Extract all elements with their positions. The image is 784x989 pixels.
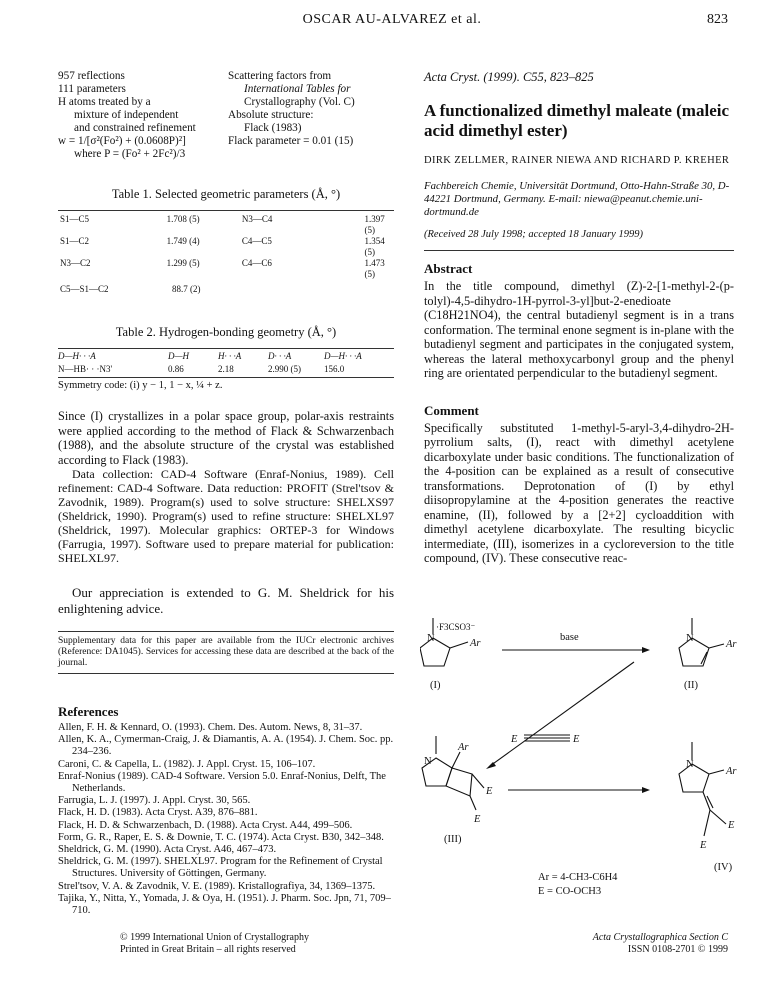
- table1-top-rule: [58, 210, 394, 211]
- table-cell: 156.0: [324, 364, 345, 374]
- nitrogen-label: N: [686, 759, 694, 770]
- comment-heading: Comment: [424, 402, 479, 418]
- table-row: [60, 236, 394, 258]
- table-cell: C5—S1—C2: [60, 284, 109, 294]
- reference-item: Allen, K. A., Cymerman-Craig, J. & Diamantis, A. A. (1954). J. Chem. Soc. pp. 234–236.: [58, 734, 394, 758]
- affiliation: Fachbereich Chemie, Universität Dortmund, Otto-Hahn-Straße 30, D-44221 Dortmund, Germany. E-mail: niewa@peanut.chemie.uni-dortmund.de: [424, 180, 730, 218]
- table-cell: 88.7 (2): [172, 284, 201, 294]
- ar-label: Ar: [726, 766, 737, 777]
- table-cell: 1.473 (5): [364, 258, 385, 279]
- base-label: base: [560, 632, 579, 643]
- table-cell: S1—C2: [60, 236, 90, 246]
- table-header-cell: D—H· · ·A: [324, 351, 362, 361]
- table2-title: Table 2. Hydrogen-bonding geometry (Å, °): [115, 325, 337, 339]
- nitrogen-label: N: [427, 633, 435, 644]
- ar-label: Ar: [470, 638, 481, 649]
- reference-item: Allen, F. H. & Kennard, O. (1993). Chem. Des. Autom. News, 8, 31–37.: [58, 722, 363, 733]
- table-cell: C4—C5: [241, 236, 272, 246]
- compound-label-IV: (IV): [714, 862, 733, 873]
- table2-bottom-rule: [58, 377, 394, 378]
- copyright-line: © 1999 International Union of Crystallography: [120, 932, 309, 943]
- reference-item: Farrugia, L. J. (1997). J. Appl. Cryst. 30, 565.: [58, 795, 251, 807]
- refinement-line: mixture of independent: [74, 109, 179, 121]
- reference-item: Tajika, Y., Nitta, Y., Yomada, J. & Oya, H. (1951). J. Pharm. Soc. Jpn, 71, 709–710.: [58, 892, 391, 917]
- refinement-line: where P = (Fo² + 2Fc²)/3: [74, 148, 186, 160]
- refinement-line: Absolute structure:: [228, 109, 314, 121]
- refinement-line: 957 reflections: [58, 70, 125, 82]
- table-cell: N3—C4: [241, 214, 273, 224]
- table1-title: Table 1. Selected geometric parameters (Å, °): [111, 187, 341, 201]
- page-number: 823: [707, 12, 728, 27]
- table-cell: C4—C6: [241, 258, 272, 268]
- supplementary-rule-bottom: [58, 673, 394, 674]
- running-head: [0, 8, 784, 30]
- legend-ar: Ar = 4-CH3-C6H4: [538, 872, 618, 883]
- table-cell: 1.397 (5): [364, 214, 385, 235]
- table-row: [58, 364, 394, 375]
- table-header-cell: D· · ·A: [268, 351, 292, 361]
- alkyne-e-left: E: [511, 734, 518, 745]
- table2-header: [58, 349, 394, 364]
- table-row: [60, 258, 394, 280]
- table-cell: S1—C5: [60, 214, 90, 224]
- ester-e-label: E: [728, 820, 735, 831]
- ester-e-label: E: [474, 814, 481, 825]
- supplementary-rule: [58, 631, 394, 632]
- journal-reference: Acta Cryst. (1999). C55, 823–825: [424, 70, 594, 84]
- refinement-details: [58, 70, 394, 161]
- table1: [58, 214, 394, 295]
- table-cell: 2.990 (5): [268, 364, 301, 374]
- references-heading: References: [58, 704, 119, 719]
- legend-e: E = CO-OCH3: [538, 886, 602, 897]
- ester-e-label: E: [700, 840, 707, 851]
- table-header-cell: D—H: [168, 351, 190, 361]
- refinement-line: International Tables for: [244, 83, 351, 95]
- printed-line: Printed in Great Britain – all rights reserved: [120, 944, 296, 955]
- footer-right: [593, 932, 728, 956]
- abstract-text: In the title compound, dimethyl (Z)-2-[1-methyl-2-(p-tolyl)-4,5-dihydro-1H-pyrrol-3-yl]but-2-enedioate (C18H21NO4), the central butadienyl segment is in a trans conformation. The terminal enone segment is in-plane with the butadienyl segment and participates in the conjugated system, whereas the lateral methoxycarbonyl group and the phenyl ring are orientated perpendicular to the butadienyl segment.: [424, 279, 734, 380]
- table-row: [60, 284, 394, 295]
- refinement-line: w = 1/[σ²(Fo²) + (0.0608P)²]: [58, 135, 186, 147]
- refinement-line: and constrained refinement: [74, 122, 196, 134]
- reference-item: Caroni, C. & Capella, L. (1982). J. Appl. Cryst. 15, 106–107.: [58, 758, 316, 770]
- footer-left: [120, 932, 309, 956]
- refinement-line: Scattering factors from: [228, 70, 332, 82]
- cycloaddition-arrow: [490, 662, 634, 766]
- paragraph-polar-axis: Since (I) crystallizes in a polar space group, polar-axis restraints were applied according to the method of Flack & Schwarzenbach (1988), and the absolute structure of the crystal was established according to Flack (1983).: [58, 409, 394, 467]
- reference-item: Strel'tsov, V. A. & Zavodnik, V. E. (1989). Kristallografiya, 34, 1369–1375.: [58, 880, 376, 892]
- left-column: [58, 70, 394, 917]
- table-cell: N—HB· · ·N3': [58, 364, 113, 374]
- symmetry-code: Symmetry code: (i) y − 1, 1 − x, ¼ + z.: [58, 380, 223, 391]
- journal-section: Acta Crystallographica Section C: [592, 932, 728, 943]
- comment-text: Specifically substituted 1-methyl-5-aryl-3,4-dihydro-2H-pyrrolium salts, (I), react with dimethyl acetylene dicarboxylate under basic conditions. The functionalization of the 4-position can be explained as a result of consecutive transformations. Deprotonation of (I) by ethyl diisopropylamine at the 4-position generates the reactive enamine, (II), followed by a [2+2] cycloaddition with dimethyl acetylene dicarboxylate. The resulting bicyclic intermediate, (III), isomerizes in a cycloreversion to the title compound, (IV). These consecutive reac-: [424, 420, 734, 565]
- table-cell: 0.86: [168, 364, 184, 374]
- nitrogen-label: N: [424, 756, 432, 767]
- reaction-scheme: [420, 614, 750, 909]
- refinement-line: Crystallography (Vol. C): [244, 96, 355, 108]
- reference-item: Form, G. R., Raper, E. S. & Downie, T. C. (1974). Acta Cryst. B30, 342–348.: [58, 831, 384, 843]
- alkyne-e-right: E: [573, 734, 580, 745]
- table-cell: 1.708 (5): [166, 214, 200, 224]
- reference-item: Sheldrick, G. M. (1990). Acta Cryst. A46, 467–473.: [58, 844, 277, 856]
- article-title: A functionalized dimethyl maleate (maleic acid dimethyl ester): [424, 101, 730, 140]
- refinement-line: 111 parameters: [58, 83, 126, 95]
- references-list: [58, 722, 394, 917]
- right-column: [424, 70, 734, 566]
- refinement-line: Flack parameter = 0.01 (15): [228, 135, 354, 147]
- structure-III: [422, 736, 484, 810]
- ar-label: Ar: [726, 639, 737, 650]
- issn-line: ISSN 0108-2701 © 1999: [627, 944, 728, 955]
- appreciation: Our appreciation is extended to G. M. Sheldrick for his enlightening advice.: [58, 585, 394, 616]
- reference-item: Flack, H. D. (1983). Acta Cryst. A39, 876–881.: [58, 807, 258, 819]
- table-header-cell: H· · ·A: [218, 351, 242, 361]
- counterion-label: ·F3CSO3⁻: [436, 622, 476, 632]
- table2: [58, 348, 394, 391]
- table-header-cell: D—H· · ·A: [58, 351, 96, 361]
- running-head-authors: OSCAR AU-ALVAREZ et al.: [302, 12, 482, 27]
- ester-e-label: E: [486, 786, 493, 797]
- supplementary-note: Supplementary data for this paper are available from the IUCr electronic archives (Reference: DA1045). Services for accessing these data are described at the back of the journal.: [58, 636, 394, 668]
- nitrogen-label: N: [686, 633, 694, 644]
- refinement-line: H atoms treated by a: [58, 96, 151, 108]
- table-cell: 1.299 (5): [166, 258, 200, 268]
- paragraph-software: Data collection: CAD-4 Software (Enraf-Nonius, 1989). Cell refinement: CAD-4 Software. Data reduction: PROFIT (Strel'tsov & Zavodnik, 1989). Program(s) used to solve structure: SHELXS97 (Sheldrick, 1990). Program(s) used to refine structure: SHELXL97 (Sheldrick, 1997). Molecular graphics: ORTEP-3 for Windows (Farrugia, 1997). Software used to prepare material for publication: SHELXL97.: [58, 467, 394, 565]
- header-rule: [424, 250, 734, 251]
- reference-item: Sheldrick, G. M. (1997). SHELXL97. Program for the Refinement of Crystal Structures. University of Göttingen, Germany.: [58, 856, 383, 880]
- compound-label-I: (I): [430, 680, 441, 691]
- table-cell: 1.749 (4): [166, 236, 200, 246]
- received-dates: (Received 28 July 1998; accepted 18 January 1999): [424, 229, 643, 240]
- ar-label: Ar: [458, 742, 469, 753]
- table-row: [60, 214, 394, 236]
- refinement-line: Flack (1983): [244, 122, 302, 134]
- article-authors: DIRK ZELLMER, RAINER NIEWA AND RICHARD P. KREHER: [424, 155, 730, 166]
- table-cell: 2.18: [218, 364, 234, 374]
- table-cell: 1.354 (5): [364, 236, 385, 257]
- abstract-heading: Abstract: [424, 261, 473, 276]
- structure-IV: [679, 742, 726, 836]
- compound-label-II: (II): [684, 680, 698, 691]
- reference-item: Flack, H. D. & Schwarzenbach, D. (1988). Acta Cryst. A44, 499–506.: [58, 819, 353, 831]
- compound-label-III: (III): [444, 834, 462, 845]
- table-cell: N3—C2: [60, 258, 91, 268]
- reference-item: Enraf-Nonius (1989). CAD-4 Software. Version 5.0. Enraf-Nonius, Delft, The Netherlands.: [58, 770, 386, 795]
